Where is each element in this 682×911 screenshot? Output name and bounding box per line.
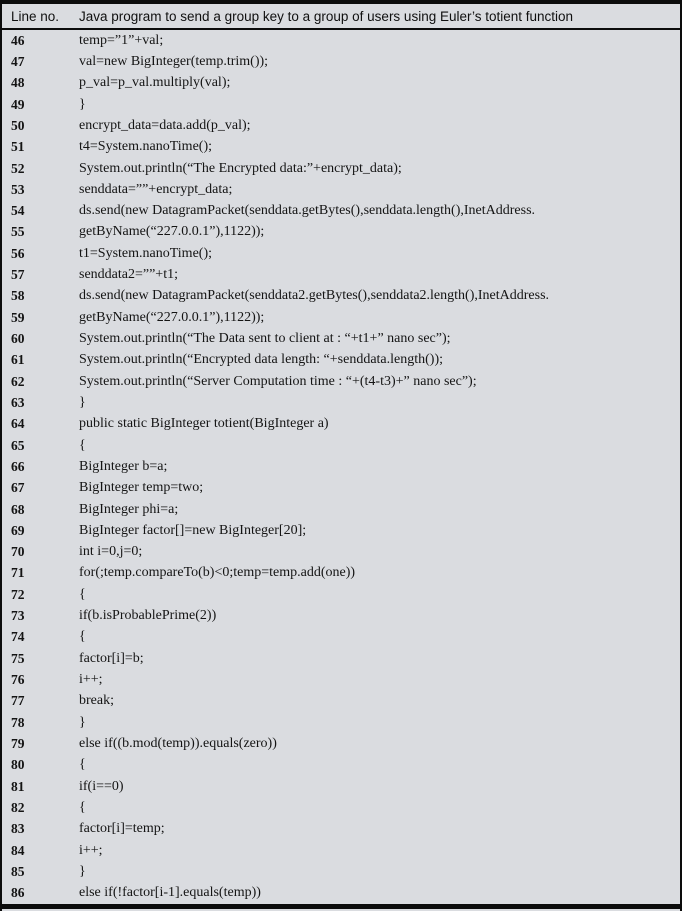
table-row [2,243,680,264]
code-line: int i=0,j=0; [79,544,143,560]
line-number: 71 [11,565,25,581]
line-number: 52 [11,160,25,176]
line-number: 81 [11,778,25,794]
table-row [2,883,680,904]
table-row [2,605,680,626]
code-line: senddata=””+encrypt_data; [79,181,233,197]
code-line: temp=”1”+val; [79,32,164,48]
table-row [2,392,680,413]
line-number: 66 [11,458,25,474]
line-number: 53 [11,181,25,197]
table-title: Java program to send a group key to a group of users using Euler’s totient function [79,8,574,24]
table-row [2,264,680,285]
table-row [2,286,680,307]
table-row [2,840,680,861]
table-row [2,584,680,605]
table-row [2,776,680,797]
line-number: 59 [11,309,25,325]
table-row [2,158,680,179]
code-line: getByName(“227.0.0.1”),1122)); [79,224,265,240]
code-line: System.out.println(“Encrypted data length: “+senddata.length()); [79,352,444,368]
table-row [2,51,680,72]
line-number: 63 [11,394,25,410]
table-row [2,30,680,51]
code-line: factor[i]=b; [79,650,144,666]
line-number: 67 [11,480,25,496]
code-line: { [79,629,86,645]
code-line: public static BigInteger totient(BigInteger a) [79,416,329,432]
line-number: 64 [11,416,25,432]
line-no-column-header: Line no. [11,8,60,24]
line-number: 56 [11,245,25,261]
code-line: BigInteger factor[]=new BigInteger[20]; [79,522,307,538]
code-line: ds.send(new DatagramPacket(senddata.getBytes(),senddata.length(),InetAddress. [79,203,536,219]
table-row [2,648,680,669]
table-row [2,691,680,712]
table-bottom-rule [2,904,680,909]
code-line: else if(!factor[i-1].equals(temp)) [79,885,261,901]
line-number: 62 [11,373,25,389]
table-row [2,669,680,690]
table-row [2,733,680,754]
line-number: 70 [11,544,25,560]
code-line: { [79,437,86,453]
table-row [2,520,680,541]
code-line: factor[i]=temp; [79,821,165,837]
line-number: 46 [11,32,25,48]
code-line: break; [79,693,114,709]
code-line: ds.send(new DatagramPacket(senddata2.getBytes(),senddata2.length(),InetAddress. [79,288,550,304]
table-row [2,712,680,733]
code-line: encrypt_data=data.add(p_val); [79,117,251,133]
line-number: 80 [11,757,25,773]
line-number: 77 [11,693,25,709]
table-row [2,328,680,349]
line-number: 72 [11,586,25,602]
line-number: 85 [11,863,25,879]
table-row [2,861,680,882]
code-line: for(;temp.compareTo(b)<0;temp=temp.add(one)) [79,565,356,581]
code-line: p_val=p_val.multiply(val); [79,75,231,91]
table-row [2,499,680,520]
code-line: { [79,757,86,773]
table-row [2,755,680,776]
code-line: BigInteger temp=two; [79,480,204,496]
code-rows [2,30,680,904]
table-row [2,627,680,648]
table-row [2,307,680,328]
line-number: 86 [11,885,25,901]
table-row [2,350,680,371]
line-number: 48 [11,75,25,91]
table-row [2,414,680,435]
line-number: 55 [11,224,25,240]
table-row [2,201,680,222]
line-number: 50 [11,117,25,133]
table-row [2,179,680,200]
code-line: getByName(“227.0.0.1”),1122)); [79,309,265,325]
code-line: if(b.isProbablePrime(2)) [79,608,217,624]
line-number: 58 [11,288,25,304]
code-line: BigInteger phi=a; [79,501,179,517]
table-row [2,542,680,563]
line-number: 84 [11,842,25,858]
table-row [2,563,680,584]
code-line: i++; [79,842,103,858]
line-number: 82 [11,799,25,815]
code-line: else if((b.mod(temp)).equals(zero)) [79,735,277,751]
table-header-row [2,4,680,30]
code-line: System.out.println(“The Encrypted data:”+encrypt_data); [79,160,402,176]
code-line: BigInteger b=a; [79,458,168,474]
code-line: } [79,714,86,730]
table-row [2,371,680,392]
line-number: 49 [11,96,25,112]
code-line: System.out.println(“Server Computation time : “+(t4-t3)+” nano sec”); [79,373,477,389]
line-number: 61 [11,352,25,368]
code-line: t4=System.nanoTime(); [79,139,212,155]
code-line: } [79,863,86,879]
table-row [2,137,680,158]
code-line: val=new BigInteger(temp.trim()); [79,53,269,69]
table-row [2,115,680,136]
line-number: 78 [11,714,25,730]
table-row [2,94,680,115]
line-number: 76 [11,672,25,688]
code-line: if(i==0) [79,778,124,794]
table-row [2,456,680,477]
table-row [2,73,680,94]
line-number: 69 [11,522,25,538]
code-line: t1=System.nanoTime(); [79,245,212,261]
code-line: System.out.println(“The Data sent to client at : “+t1+” nano sec”); [79,331,451,347]
code-line: { [79,799,86,815]
table-row [2,478,680,499]
line-number: 83 [11,821,25,837]
line-number: 73 [11,608,25,624]
code-line: } [79,394,86,410]
line-number: 75 [11,650,25,666]
table-row [2,435,680,456]
table-row [2,819,680,840]
code-line: senddata2=””+t1; [79,267,178,283]
table-row [2,797,680,818]
line-number: 47 [11,53,25,69]
table-row [2,222,680,243]
code-line: } [79,96,86,112]
line-number: 65 [11,437,25,453]
line-number: 79 [11,735,25,751]
line-number: 74 [11,629,25,645]
code-line: { [79,586,86,602]
code-line: i++; [79,672,103,688]
line-number: 54 [11,203,25,219]
line-number: 51 [11,139,25,155]
line-number: 57 [11,267,25,283]
line-number: 68 [11,501,25,517]
line-number: 60 [11,331,25,347]
